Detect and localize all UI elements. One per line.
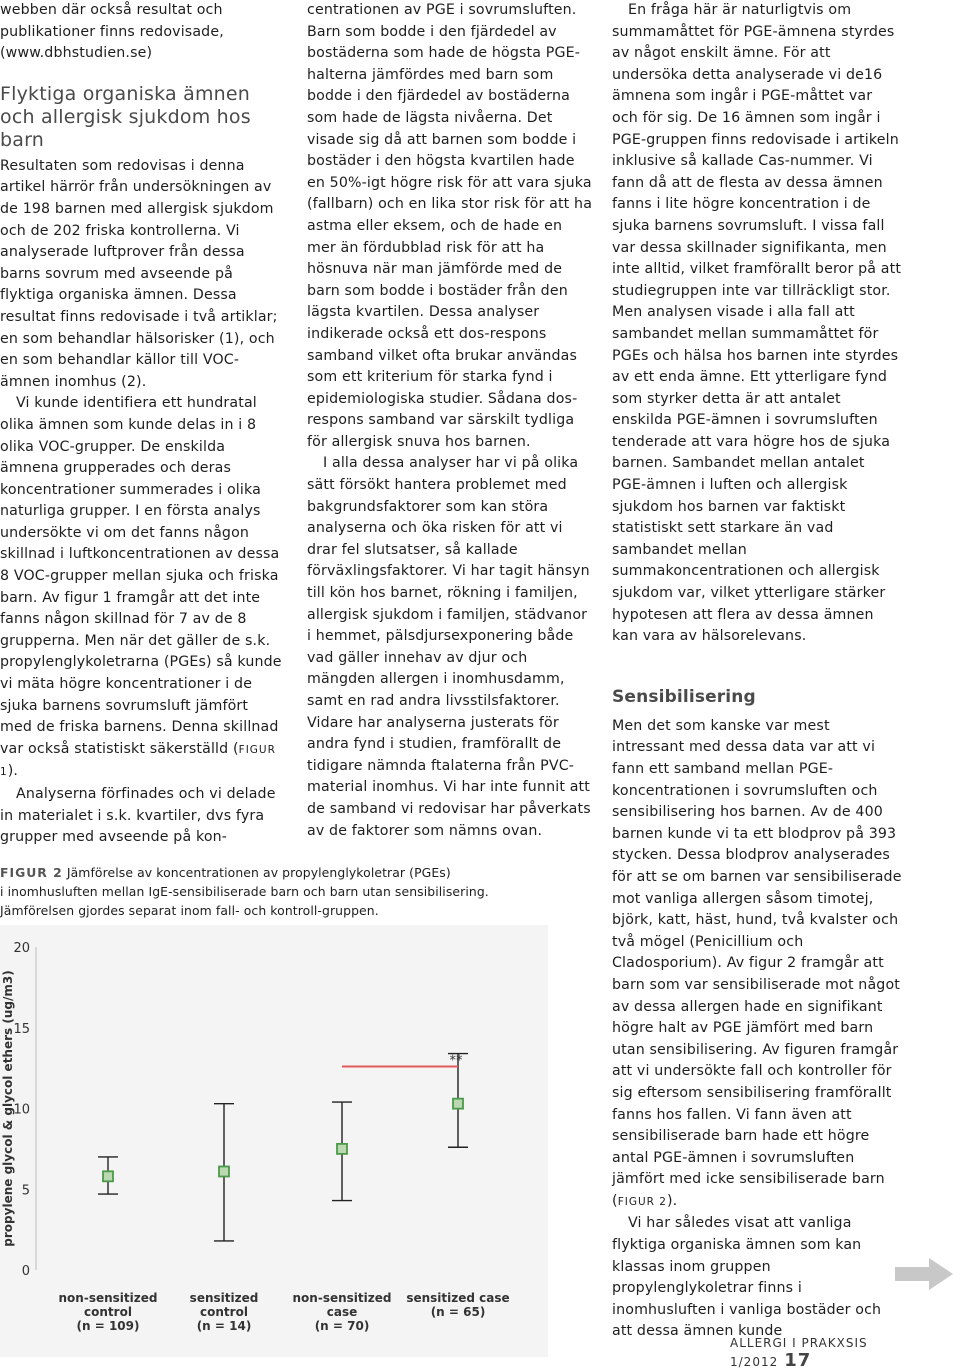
paragraph: Analyserna förfinades och vi delade in materialet i s.k. kvartiler, dvs fyra grupper med avseende på kon- [0,786,276,846]
arrow-right-icon [893,1256,955,1292]
paragraph: Vi har således visat att vanliga flyktiga organiska ämnen som kan klassas inom gruppen propylenglykoletrar finns i inomhusluften i vanliga bostäder och att dessa ämnen kunde [612,1215,882,1340]
section-heading: Sensibilisering [612,686,756,707]
x-category-label: (n = 65) [430,1305,486,1319]
x-category-label: control [200,1305,248,1319]
paragraph: Vi kunde identifiera ett hundratal olika ämnen som kunde delas in i 8 olika VOC-grupper. De enskilda ämnena grupperades och deras koncentrationer summerades i olika naturliga grupper. I en första analys undersökte vi om det fanns någon skillnad i luftkoncentrationen av dessa 8 VOC-grupper mellan sjuka och friska barn. Av figur 1 framgår att det inte fanns någon skillnad för 7 av de 8 grupperna. Men när det gäller de s.k. propylenglykoletrarna (PGEs) så kunde vi mäta högre koncentrationer i de sjuka barnens sovrumsluft jämfört med de friska barnens. Denna skillnad var också statistiskt säkerställd (FIGUR 1). [0,395,282,780]
paragraph: centrationen av PGE i sovrumsluften. Barn som bodde i den fjärdedel av bostäderna som hade de högsta PGE-halterna jämfördes med barn som bodde i den fjärdedel av bostäderna som hade de lägsta nivåerna. Det visade sig då att barnen som bodde i bostäder i den högsta kvartilen hade en 50%-igt högre risk för att vara sjuka (fallbarn) och en lika stor risk för att ha astma eller eksem, och de hade en mer än fördubblad risk för att ha hösnuva när man jämförde med de barn som bodde i bostäder från den lägsta kvartilen. Dessa analyser indikerade också ett dos-respons samband vilket ofta brukar användas som ett kriterium för starka fynd i epidemiologiska studier. Sådana dos-respons samband var särskilt tydliga för allergisk snuva hos barnen. [307,2,593,450]
paragraph-text: Vi kunde identifiera ett hundratal olika ämnen som kunde delas in i 8 olika VOC-grupper. De enskilda ämnena grupperades och deras koncentrationer summerades i olika naturliga grupper. I en första analys undersökte vi om det fanns någon skillnad i luftkoncentrationen av dessa 8 VOC-grupper mellan sjuka och friska barn. Av figur 1 framgår att det inte fanns någon skillnad för 7 av de 8 grupperna. Men när det gäller de s.k. propylenglykoletrarna (PGEs) så kunde vi mäta högre koncentrationer i de sjuka barnens sovrumsluft jämfört med de friska barnens. Denna skillnad var också statistiskt säkerställd ( [0,395,282,757]
x-category-label: (n = 109) [76,1319,140,1333]
page-footer [730,1336,930,1371]
mean-marker [103,1171,113,1181]
x-category-label: (n = 70) [314,1319,370,1333]
y-tick-label: 5 [21,1183,30,1199]
paragraph: Men det som kanske var mest intressant med dessa data var att vi fann ett samband mellan PGE-koncentrationen i sovrumsluften och sensibilisering hos barnen. Av de 400 barnen kunde vi ta ett blodprov på 393 stycken. Dessa blodprov analyserades för att se om barnen var sensibiliserade mot vanliga allergen såsom timotej, björk, katt, häst, hund, två kvalster och två mögel (Penicillium och Cladosporium). Av figur 2 framgår att barn som var sensibiliserade mot något av dessa allergen hade en signifikant högre halt av PGE jämfört med barn utan sensibilisering. Av figuren framgår att vi undersökte fall och kontroller för sig eftersom sensibilisering framförallt fanns hos fallen. Vi fann även att sensibiliserade barn hade ett högre antal PGE-ämnen i sovrumsluften jämfört med icke sensibiliserade barn (FIGUR 2). [612,717,902,1209]
paragraph: I alla dessa analyser har vi på olika sätt försökt hantera problemet med bakgrundsfaktorer som kan störa analyserna och öka risken för att vi drar fel slutsatser, så kallade förväxlingsfaktorer. Vi har tagit hänsyn till kön hos barnet, rökning i familjen, allergisk sjukdom i familjen, städvanor i hemmet, pälsdjursexponering både vad gäller innehav av djur och mängden allergen i inomhusdamm, samt en rad andra livsstilsfaktorer. Vidare har analyserna justerats för andra fynd i studien, framförallt de tidigare nämnda ftalaterna från PVC-material inomhus. Vi har inte funnit att de samband vi redovisar har påverkats av de faktorer som nämns ovan. [307,455,591,839]
journal-name: ALLERGI I PRAKXSIS 1/2012 [730,1336,868,1369]
paragraph-text: Men det som kanske var mest intressant med dessa data var att vi fann ett samband mellan PGE-koncentrationen i sovrumsluften och sensibilisering hos barnen. Av de 400 barnen kunde vi ta ett blodprov på 393 stycken. Dessa blodprov analyserades för att se om barnen var sensibiliserade mot vanliga allergen såsom timotej, björk, katt, häst, hund, två kvalster och två mögel (Penicillium och Cladosporium). Av figur 2 framgår att barn som var sensibiliserade mot något av dessa allergen hade en signifikant högre halt av PGE jämfört med barn utan sensibilisering. Av figuren framgår att vi undersökte fall och kontroller för sig eftersom sensibilisering framförallt fanns hos fallen. Vi fann även att sensibiliserade barn hade ett högre antal PGE-ämnen i sovrumsluften jämfört med icke sensibiliserade barn ( [612,717,902,1209]
y-tick-label: 15 [13,1021,30,1037]
x-category-label: control [84,1305,132,1319]
article-column-right [612,0,902,1343]
mean-marker [453,1099,463,1109]
figure-label: FIGUR 2 [0,865,63,880]
figure-caption: FIGUR 2 Jämförelse av koncentrationen av propylenglykoletrar (PGEs) i inomhusluften mellan IgE-sensibiliserade barn och barn utan sensibilisering. Jämförelsen gjordes separat inom fall- och kontroll-gruppen. [0,865,489,918]
page-number: 17 [784,1350,812,1371]
mean-marker [337,1144,347,1154]
y-tick-label: 20 [13,941,30,956]
x-category-label: sensitized [189,1291,259,1305]
section-heading: Flyktiga organiska ämnen och allergisk sjukdom hos barn [0,82,251,151]
paragraph: Resultaten som redovisas i denna artikel härrör från undersökningen av de 198 barnen med allergisk sjukdom och de 202 friska kontrollerna. Vi analyserade luftprover från dessa barns sovrum med avseende på flyktiga organiska ämnen. Dessa resultat finns redovisade i två artiklar; en som behandlar hälsorisker (1), och en som behandlar källor till VOC-ämnen inomhus (2). [0,157,278,390]
paragraph: En fråga här är naturligtvis om summamåttet för PGE-ämnena styrdes av något enskilt ämne. För att undersöka detta analyserade vi de16 ämnena som ingår i PGE-måttet var och för sig. De 16 ämnen som ingår i PGE-gruppen finns redovisade i artikeln inklusive så kallade Cas-nummer. Vi fann då att de flesta av dessa ämnen fanns i lite högre koncentration i de sjuka barnens sovrumsluft. I vissa fall var dessa skillnader signifikanta, men inte alltid, vilket framförallt beror på att studiegruppen inte var tillräckligt stor. Men analysen visade i alla fall att sambandet mellan summamåttet för PGEs och hälsa hos barnen inte styrdes av ett enda ämne. Ett ytterligare fynd som styrker detta är att antalet enskilda PGE-ämnen i sovrumsluften tenderade att vara högre hos de sjuka barnen. Sambandet mellan antalet PGE-ämnen i luften och allergisk sjukdom hos barnen var faktiskt statistiskt sett starkare än vad sambandet mellan summakoncentrationen och allergisk sjukdom var, vilket ytterligare stärker hypotesen att flera av dessa ämnen kan vara av hälsorelevans. [612,2,902,645]
significance-marker: ** [449,1053,463,1069]
article-column-middle [307,0,595,842]
x-category-label: non-sensitized [58,1291,158,1305]
y-tick-label: 10 [13,1102,30,1118]
x-category-label: non-sensitized [292,1291,392,1305]
x-category-label: case [326,1305,358,1319]
x-category-label: (n = 14) [196,1319,252,1333]
figure-reference[interactable]: FIGUR 2 [617,1195,667,1208]
figure-2-chart [0,925,548,1357]
y-tick-label: 0 [21,1264,30,1279]
article-column-left [0,0,282,849]
y-axis-label: propylene glycol & glycol ethers (ug/m3) [1,970,15,1247]
x-category-label: sensitized case [406,1291,510,1305]
figure-reference[interactable]: FIGUR 1 [0,743,276,779]
mean-marker [219,1166,229,1176]
chart-svg [0,925,548,1357]
paragraph: webben där också resultat och publikationer finns redovisade, (www.dbhstudien.se) [0,2,224,62]
